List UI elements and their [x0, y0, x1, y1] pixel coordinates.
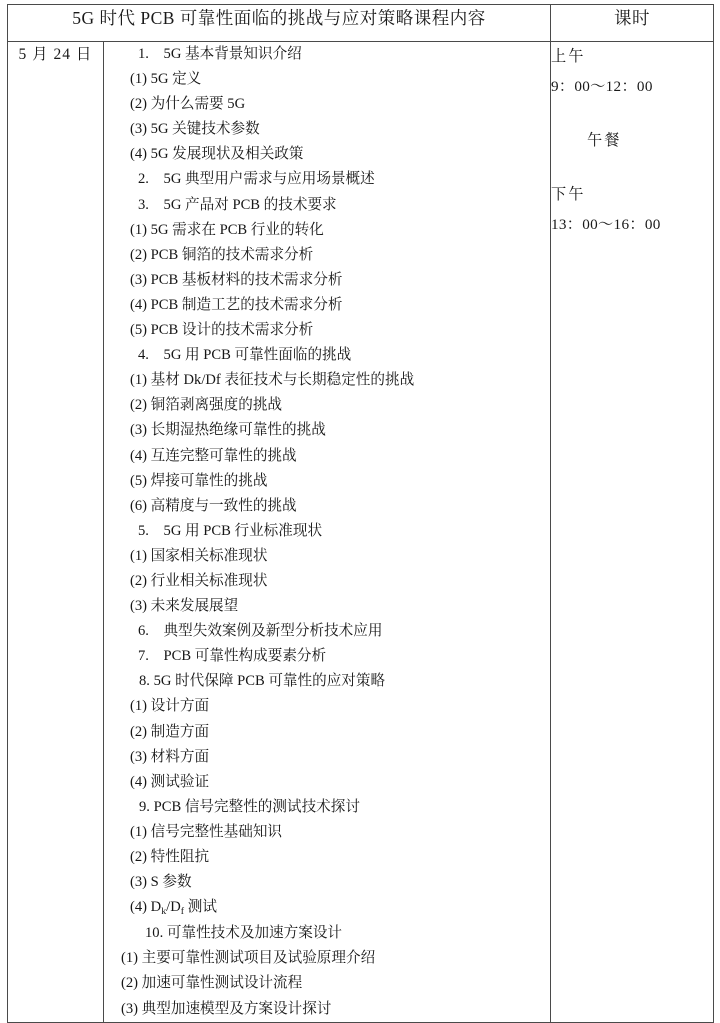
- outline-item: (1) 5G 定义: [130, 71, 202, 88]
- outline-item: (2) 加速可靠性测试设计流程: [121, 975, 303, 992]
- course-schedule-table: [7, 4, 714, 1023]
- outline-item: 8. 5G 时代保障 PCB 可靠性的应对策略: [139, 673, 386, 690]
- outline-item: (4) 测试验证: [130, 773, 210, 790]
- outline-item: 5. 5G 用 PCB 行业标准现状: [138, 522, 323, 539]
- course-date-cell: 5 月 24 日: [8, 42, 104, 1023]
- outline-item: 2. 5G 典型用户需求与应用场景概述: [138, 171, 375, 188]
- outline-item: (3) 典型加速模型及方案设计探讨: [121, 1000, 332, 1017]
- outline-item: 3. 5G 产品对 PCB 的技术要求: [138, 196, 337, 213]
- outline-item: (1) 基材 Dk/Df 表征技术与长期稳定性的挑战: [130, 372, 415, 389]
- outline-item: (3) 未来发展展望: [130, 598, 239, 615]
- outline-item: (6) 高精度与一致性的挑战: [130, 497, 297, 514]
- outline-item: (5) PCB 设计的技术需求分析: [130, 322, 314, 339]
- course-title-header: 5G 时代 PCB 可靠性面临的挑战与应对策略课程内容: [8, 5, 551, 42]
- outline-item: (5) 焊接可靠性的挑战: [130, 472, 268, 489]
- outline-item: 9. PCB 信号完整性的测试技术探讨: [139, 798, 360, 815]
- outline-item: (1) 主要可靠性测试项目及试验原理介绍: [121, 950, 376, 967]
- outline-item: (2) PCB 铜箔的技术需求分析: [130, 246, 314, 263]
- outline-item: (1) 5G 需求在 PCB 行业的转化: [130, 221, 324, 238]
- outline-item: (1) 国家相关标准现状: [130, 547, 268, 564]
- outline-item: (1) 设计方面: [130, 698, 210, 715]
- outline-item: (4) 互连完整可靠性的挑战: [130, 447, 297, 464]
- course-outline-cell: [104, 42, 551, 1023]
- table-header-row: [8, 5, 714, 42]
- outline-item: 1. 5G 基本背景知识介绍: [138, 46, 302, 62]
- outline-item: (4) $D_k/D_f$ 测试: [130, 899, 217, 917]
- hours-block: [551, 42, 713, 240]
- outline-item: (2) 特性阻抗: [130, 849, 210, 865]
- outline-item: (1) 信号完整性基础知识: [130, 823, 283, 840]
- outline-item: 6. 典型失效案例及新型分析技术应用: [138, 623, 383, 640]
- outline-item: (3) 5G 关键技术参数: [130, 121, 260, 138]
- table-body: [8, 42, 714, 1023]
- outline-item: (3) 材料方面: [130, 748, 210, 765]
- course-hours-cell: [551, 42, 714, 1023]
- outline-item: (4) PCB 制造工艺的技术需求分析: [130, 296, 343, 313]
- outline-item: (4) 5G 发展现状及相关政策: [130, 146, 304, 163]
- lunch-label: 午餐: [587, 132, 622, 149]
- outline-item: (2) 为什么需要 5G: [130, 96, 246, 113]
- hours-column-header: 课时: [551, 5, 714, 42]
- outline-item: (2) 铜箔剥离强度的挑战: [130, 397, 283, 414]
- table-row: [8, 42, 714, 1023]
- hours-spacer: [551, 102, 713, 126]
- outline-item: (2) 行业相关标准现状: [130, 572, 268, 589]
- course-outline-list: [104, 42, 550, 1022]
- hours-spacer-2: [551, 156, 713, 180]
- morning-label: 上午: [551, 48, 586, 65]
- afternoon-label: 下午: [551, 186, 586, 203]
- outline-item: (3) PCB 基板材料的技术需求分析: [130, 271, 343, 288]
- outline-item: (3) 长期湿热绝缘可靠性的挑战: [130, 422, 326, 439]
- outline-item: 10. 可靠性技术及加速方案设计: [145, 925, 343, 942]
- afternoon-time: 13：00～16：00: [551, 216, 661, 233]
- outline-item: (2) 制造方面: [130, 723, 210, 740]
- outline-item: 4. 5G 用 PCB 可靠性面临的挑战: [138, 347, 352, 364]
- outline-item: (3) S 参数: [130, 874, 192, 891]
- table-header: [8, 5, 714, 42]
- morning-time: 9：00～12：00: [551, 78, 653, 95]
- outline-item: 7. PCB 可靠性构成要素分析: [138, 648, 327, 665]
